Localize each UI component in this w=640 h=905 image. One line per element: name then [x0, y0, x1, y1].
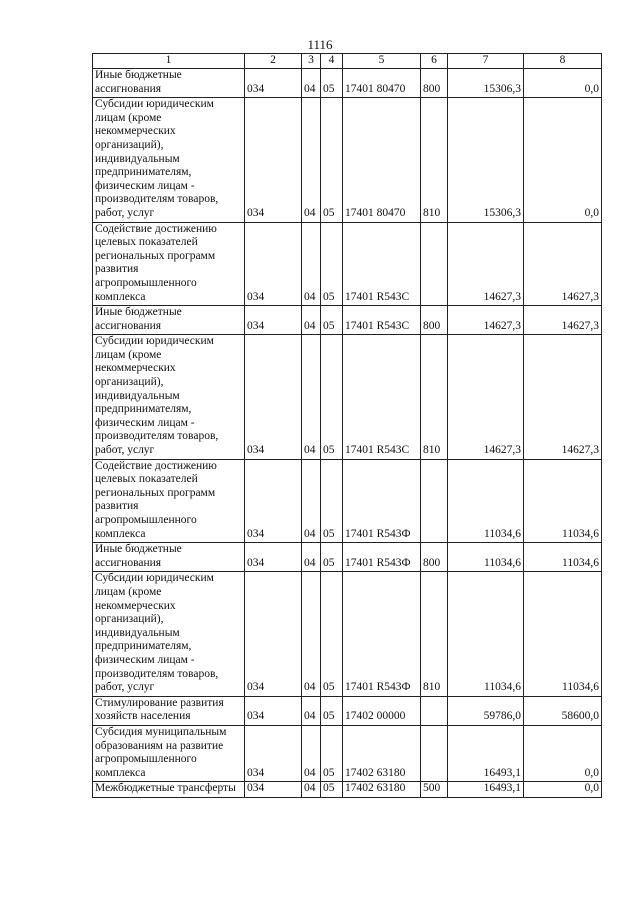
row-amount-col7: 16493,1	[448, 725, 524, 781]
row-department-code: 034	[245, 459, 302, 543]
table-row	[93, 782, 602, 798]
row-name-cell: Стимулирование развития хозяйств населения	[93, 696, 245, 725]
row-section-code: 04	[302, 69, 321, 98]
row-department-code: 034	[245, 725, 302, 781]
row-name-cell: Субсидии юридическим лицам (кроме некоммерческих организаций), индивидуальным предпринимателям, физическим лицам - производителям товаров, работ, услуг	[93, 335, 245, 459]
row-subsection-code: 05	[321, 725, 343, 781]
row-name-cell: Иные бюджетные ассигнования	[93, 69, 245, 98]
header-row	[93, 54, 602, 69]
table-row	[93, 335, 602, 459]
row-amount-col7: 15306,3	[448, 98, 524, 222]
row-expense-type: 810	[421, 572, 448, 696]
header-cell: 1	[93, 54, 245, 69]
table-row	[93, 98, 602, 222]
row-target-article: 17401 R543Ф	[343, 459, 421, 543]
row-target-article: 17401 R543C	[343, 306, 421, 335]
row-expense-type: 800	[421, 69, 448, 98]
table-row	[93, 459, 602, 543]
row-amount-col7: 14627,3	[448, 222, 524, 306]
row-target-article: 17401 R543Ф	[343, 543, 421, 572]
row-target-article: 17401 R543Ф	[343, 572, 421, 696]
header-cell: 2	[245, 54, 302, 69]
row-name-cell: Межбюджетные трансферты	[93, 782, 245, 798]
row-expense-type	[421, 696, 448, 725]
header-cell: 5	[343, 54, 421, 69]
row-expense-type	[421, 725, 448, 781]
row-name-cell: Иные бюджетные ассигнования	[93, 306, 245, 335]
row-expense-type: 800	[421, 306, 448, 335]
table-body	[93, 69, 602, 798]
row-department-code: 034	[245, 696, 302, 725]
header-cell: 3	[302, 54, 321, 69]
row-department-code: 034	[245, 543, 302, 572]
row-amount-col7: 11034,6	[448, 572, 524, 696]
row-expense-type: 800	[421, 543, 448, 572]
row-section-code: 04	[302, 696, 321, 725]
row-subsection-code: 05	[321, 459, 343, 543]
table-row	[93, 222, 602, 306]
budget-table	[92, 53, 602, 798]
row-amount-col8: 58600,0	[524, 696, 602, 725]
row-department-code: 034	[245, 306, 302, 335]
row-section-code: 04	[302, 459, 321, 543]
row-amount-col8: 14627,3	[524, 306, 602, 335]
row-target-article: 17401 R543C	[343, 222, 421, 306]
row-expense-type: 810	[421, 98, 448, 222]
row-amount-col7: 11034,6	[448, 459, 524, 543]
row-amount-col7: 11034,6	[448, 543, 524, 572]
row-subsection-code: 05	[321, 782, 343, 798]
row-subsection-code: 05	[321, 306, 343, 335]
row-name-cell: Субсидии юридическим лицам (кроме некоммерческих организаций), индивидуальным предпринимателям, физическим лицам - производителям товаров, работ, услуг	[93, 98, 245, 222]
row-amount-col8: 14627,3	[524, 222, 602, 306]
row-section-code: 04	[302, 98, 321, 222]
row-name-cell: Содействие достижению целевых показателей региональных программ развития агропромышленного комплекса	[93, 459, 245, 543]
row-name-cell: Иные бюджетные ассигнования	[93, 543, 245, 572]
header-cell: 7	[448, 54, 524, 69]
row-amount-col8: 11034,6	[524, 572, 602, 696]
row-amount-col7: 59786,0	[448, 696, 524, 725]
row-target-article: 17401 80470	[343, 69, 421, 98]
table-row	[93, 696, 602, 725]
row-section-code: 04	[302, 782, 321, 798]
header-cell: 6	[421, 54, 448, 69]
row-target-article: 17401 R543C	[343, 335, 421, 459]
row-department-code: 034	[245, 98, 302, 222]
row-amount-col8: 14627,3	[524, 335, 602, 459]
row-subsection-code: 05	[321, 69, 343, 98]
row-target-article: 17401 80470	[343, 98, 421, 222]
row-department-code: 034	[245, 222, 302, 306]
row-department-code: 034	[245, 69, 302, 98]
row-amount-col8: 0,0	[524, 782, 602, 798]
page-number: 1116	[307, 37, 333, 52]
table-row	[93, 306, 602, 335]
row-amount-col8: 0,0	[524, 69, 602, 98]
row-target-article: 17402 00000	[343, 696, 421, 725]
row-target-article: 17402 63180	[343, 782, 421, 798]
row-subsection-code: 05	[321, 222, 343, 306]
row-name-cell: Субсидия муниципальным образованиям на развитие агропромышленного комплекса	[93, 725, 245, 781]
row-name-cell: Субсидии юридическим лицам (кроме некоммерческих организаций), индивидуальным предпринимателям, физическим лицам - производителям товаров, работ, услуг	[93, 572, 245, 696]
row-expense-type: 500	[421, 782, 448, 798]
row-section-code: 04	[302, 335, 321, 459]
row-amount-col7: 14627,3	[448, 335, 524, 459]
header-cell: 4	[321, 54, 343, 69]
row-expense-type	[421, 459, 448, 543]
row-target-article: 17402 63180	[343, 725, 421, 781]
row-expense-type	[421, 222, 448, 306]
row-section-code: 04	[302, 572, 321, 696]
table-row	[93, 725, 602, 781]
table-row	[93, 69, 602, 98]
row-section-code: 04	[302, 725, 321, 781]
row-expense-type: 810	[421, 335, 448, 459]
row-subsection-code: 05	[321, 543, 343, 572]
row-department-code: 034	[245, 572, 302, 696]
row-amount-col7: 16493,1	[448, 782, 524, 798]
row-amount-col8: 11034,6	[524, 459, 602, 543]
row-section-code: 04	[302, 222, 321, 306]
row-subsection-code: 05	[321, 696, 343, 725]
table-row	[93, 572, 602, 696]
row-subsection-code: 05	[321, 98, 343, 222]
row-amount-col8: 11034,6	[524, 543, 602, 572]
row-department-code: 034	[245, 335, 302, 459]
row-department-code: 034	[245, 782, 302, 798]
table-row	[93, 543, 602, 572]
row-name-cell: Содействие достижению целевых показателей региональных программ развития агропромышленного комплекса	[93, 222, 245, 306]
row-amount-col8: 0,0	[524, 98, 602, 222]
row-amount-col8: 0,0	[524, 725, 602, 781]
row-subsection-code: 05	[321, 335, 343, 459]
row-amount-col7: 15306,3	[448, 69, 524, 98]
row-amount-col7: 14627,3	[448, 306, 524, 335]
row-section-code: 04	[302, 543, 321, 572]
row-subsection-code: 05	[321, 572, 343, 696]
header-cell: 8	[524, 54, 602, 69]
row-section-code: 04	[302, 306, 321, 335]
